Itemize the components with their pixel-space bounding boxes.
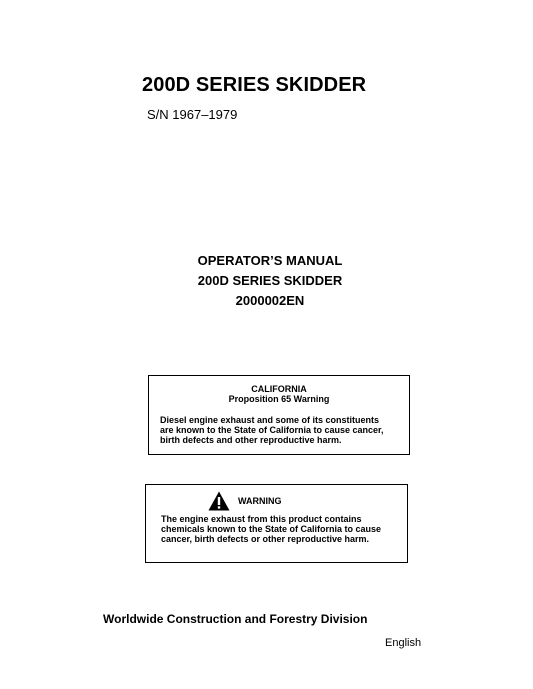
manual-type: OPERATOR’S MANUAL <box>197 253 343 268</box>
warning-heading <box>208 490 282 512</box>
california-line: Diesel engine exhaust and some of its constituents <box>160 415 380 425</box>
california-heading-block <box>149 384 409 404</box>
california-warning-text <box>160 415 403 445</box>
warning-label: WARNING <box>238 496 282 506</box>
california-line: birth defects and other reproductive harm. <box>160 435 342 445</box>
engine-exhaust-warning-box <box>145 484 408 563</box>
warning-line: cancer, birth defects or other reproductive harm. <box>161 534 370 544</box>
language-label: English <box>385 637 422 649</box>
warning-text <box>161 514 401 544</box>
prop65-subheading: Proposition 65 Warning <box>228 394 330 404</box>
serial-number-range: S/N 1967–1979 <box>147 107 238 122</box>
manual-number: 2000002EN <box>235 293 305 308</box>
document-title: 200D SERIES SKIDDER <box>142 74 367 96</box>
manual-model: 200D SERIES SKIDDER <box>197 273 343 288</box>
california-line: are known to the State of California to cause cancer, <box>160 425 384 435</box>
division-name: Worldwide Construction and Forestry Division <box>103 612 368 626</box>
warning-triangle-icon <box>208 491 230 511</box>
california-prop65-box <box>148 375 410 455</box>
california-heading: CALIFORNIA <box>251 384 307 394</box>
warning-line: chemicals known to the State of California to cause <box>161 524 382 534</box>
warning-line: The engine exhaust from this product contains <box>161 514 362 524</box>
manual-info <box>140 251 400 311</box>
